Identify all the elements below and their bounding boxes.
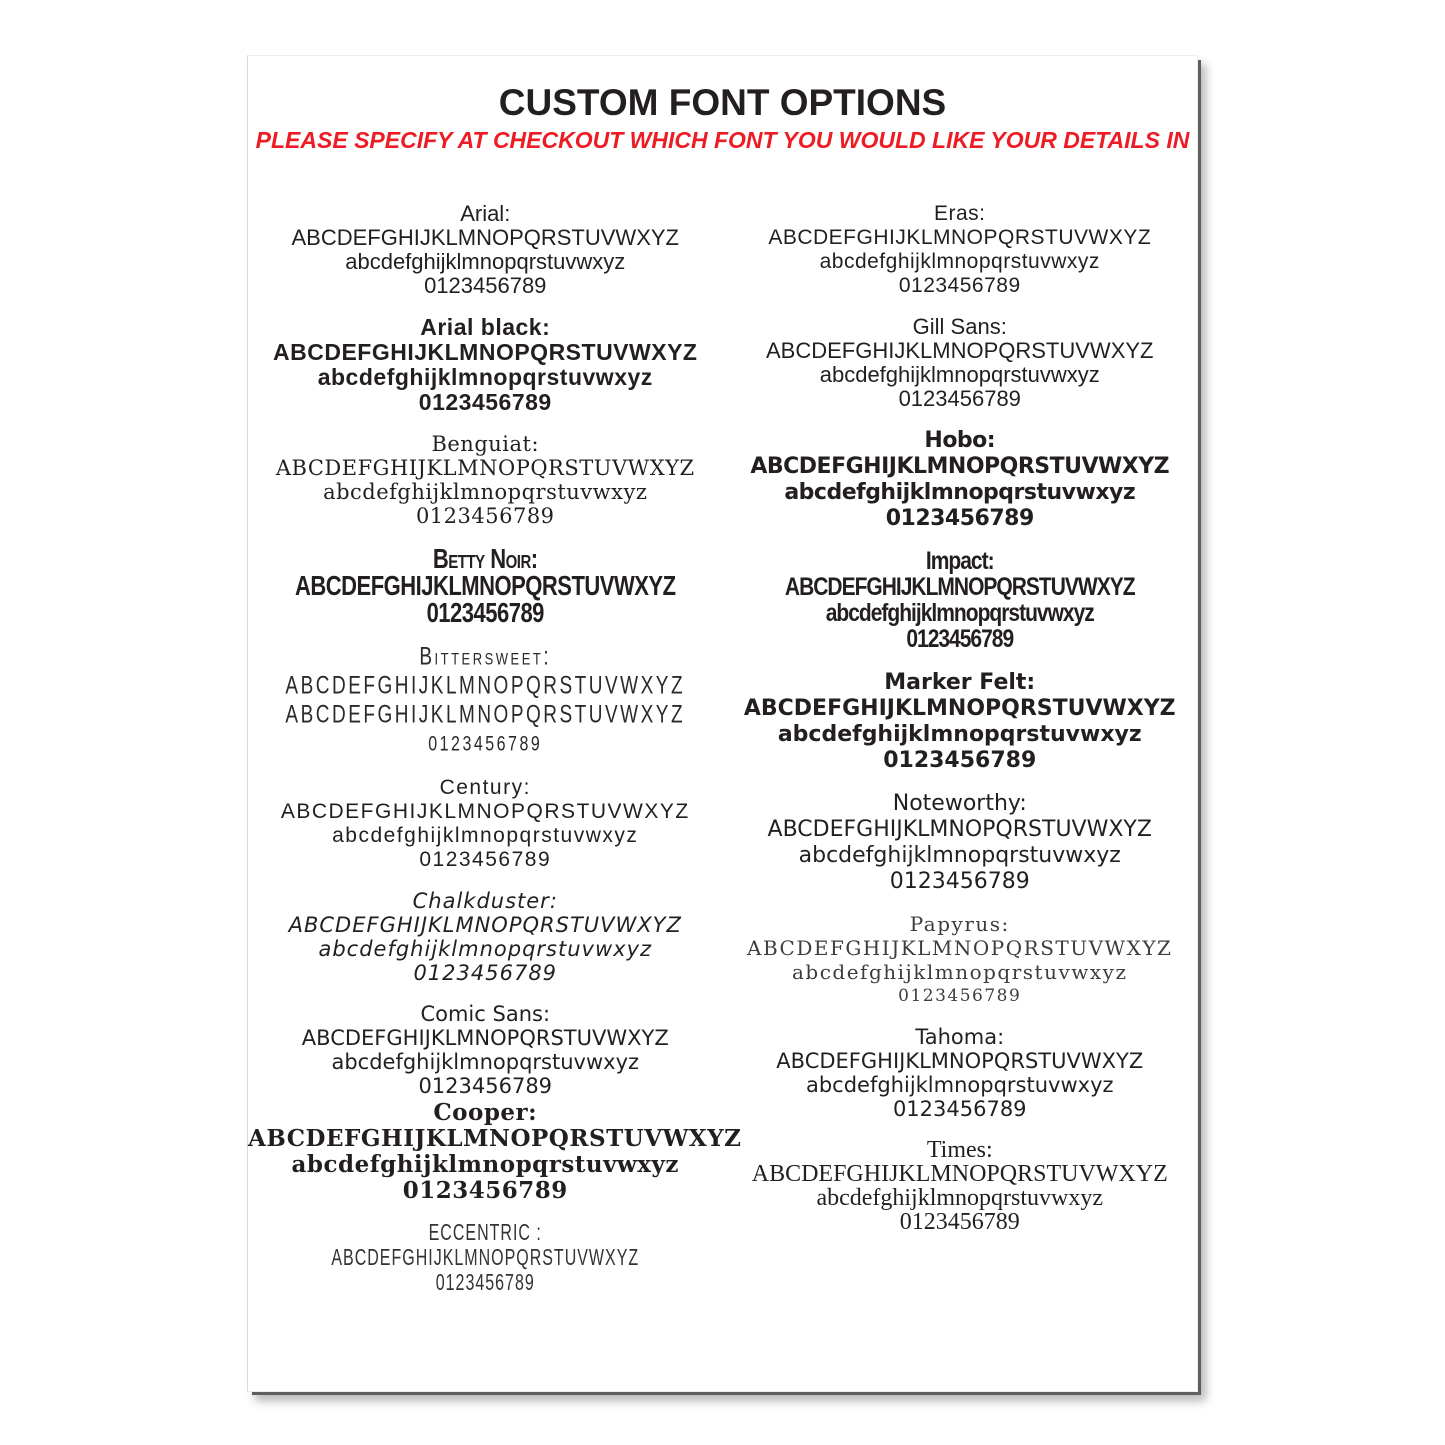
font-specimen-line: ABCDEFGHIJKLMNOPQRSTUVWXYZ: [766, 338, 1154, 363]
font-specimen-line: 0123456789: [419, 848, 552, 871]
font-specimen-line: 0123456789: [899, 1209, 1020, 1235]
font-label-benguiat: Benguiat:: [431, 432, 540, 456]
font-sample-eccentric: [248, 1221, 723, 1296]
font-label-gill-sans: Gill Sans:: [912, 314, 1007, 339]
font-specimen-line: abcdefghijklmnopqrstuvwxyz: [345, 249, 626, 274]
font-specimen-line: abcdefghijklmnopqrstuvwxyz: [816, 1185, 1104, 1211]
font-sample-hobo: [723, 428, 1198, 532]
font-specimen-line: 0123456789: [898, 386, 1021, 411]
font-sample-bittersweet: [248, 643, 723, 759]
font-label-arial-black: Arial black:: [420, 314, 551, 340]
font-label-eras: Eras:: [933, 202, 986, 225]
font-sample-noteworthy: [723, 791, 1198, 895]
font-specimen-line: ABCDEFGHIJKLMNOPQRSTUVWXYZ: [273, 339, 698, 365]
font-sample-papyrus: [723, 912, 1198, 1008]
font-label-century: Century:: [439, 776, 531, 799]
font-specimen-line: 0123456789: [402, 1177, 568, 1204]
font-sample-chalkduster: [248, 889, 723, 985]
font-label-marker-felt: Marker Felt:: [884, 670, 1036, 695]
font-specimen-line: 0123456789: [424, 273, 547, 298]
page-subtitle: PLEASE SPECIFY AT CHECKOUT WHICH FONT YOU WOULD LIKE YOUR DETAILS IN: [255, 127, 1190, 153]
font-specimen-line: ABCDEFGHIJKLMNOPQRSTUVWXYZ: [291, 225, 679, 250]
font-label-hobo: Hobo:: [924, 428, 996, 453]
font-specimen-line: abcdefghijklmnopqrstuvwxyz: [819, 362, 1100, 387]
font-specimen-line: ABCDEFGHIJKLMNOPQRSTUVWXYZ: [776, 1049, 1144, 1073]
font-specimen-line: ABCDEFGHIJKLMNOPQRSTUVWXYZ: [331, 1246, 640, 1271]
font-specimen-line: ABCDEFGHIJKLMNOPQRSTUVWXYZ: [768, 226, 1152, 249]
font-label-cooper: Cooper:: [433, 1099, 538, 1126]
font-specimen-line: 0123456789: [885, 506, 1034, 531]
font-specimen-line: abcdefghijklmnopqrstuvwxyz: [819, 250, 1100, 273]
font-sample-comic-sans: [248, 1002, 723, 1098]
font-specimen-line: abcdefghijklmnopqrstuvwxyz: [825, 599, 1094, 628]
font-sample-impact: [723, 549, 1198, 653]
font-specimen-line: ABCDEFGHIJKLMNOPQRSTUVWXYZ: [288, 913, 682, 937]
column-right: [723, 202, 1198, 1251]
font-sample-eras: [723, 202, 1198, 298]
font-label-times: Times:: [926, 1137, 993, 1163]
font-sample-arial: [248, 202, 723, 298]
font-sample-benguiat: [248, 432, 723, 528]
font-specimen-line: 0123456789: [413, 961, 558, 985]
font-specimen-line: abcdefghijklmnopqrstuvwxyz: [805, 1073, 1114, 1097]
font-specimen-line: ABCDEFGHIJKLMNOPQRSTUVWXYZ: [784, 573, 1135, 602]
font-specimen-line: abcdefghijklmnopqrstuvwxyz: [332, 824, 639, 847]
font-specimen-line: abcdefghijklmnopqrstuvwxyz: [777, 722, 1142, 747]
font-specimen-line: ABCDEFGHIJKLMNOPQRSTUVWXYZ: [767, 817, 1152, 842]
font-specimen-line: ABCDEFGHIJKLMNOPQRSTUVWXYZ: [285, 672, 686, 701]
font-specimen-line: ABCDEFGHIJKLMNOPQRSTUVWXYZ: [275, 456, 695, 480]
font-specimen-line: 0123456789: [892, 1097, 1027, 1121]
font-specimen-line: abcdefghijklmnopqrstuvwxyz: [784, 480, 1136, 505]
font-specimen-line: 0123456789: [418, 1074, 553, 1098]
font-specimen-line: ABCDEFGHIJKLMNOPQRSTUVWXYZ: [294, 569, 676, 602]
font-specimen-line: 0123456789: [435, 1271, 535, 1296]
font-specimen-line: 0123456789: [426, 596, 544, 629]
page-title: CUSTOM FONT OPTIONS: [498, 82, 947, 123]
font-specimen-line: ABCDEFGHIJKLMNOPQRSTUVWXYZ: [280, 800, 690, 823]
font-label-chalkduster: Chalkduster:: [412, 889, 558, 913]
font-label-eccentric: ECCENTRIC :: [428, 1221, 542, 1246]
font-sample-century: [248, 776, 723, 872]
font-label-impact: Impact:: [925, 547, 994, 576]
font-label-betty-noir: Betty Noir:: [432, 542, 538, 575]
font-specimen-line: 0123456789: [889, 869, 1030, 894]
font-specimen-line: ABCDEFGHIJKLMNOPQRSTUVWXYZ: [743, 696, 1176, 721]
font-label-noteworthy: Noteworthy:: [892, 791, 1027, 816]
font-specimen-line: 0123456789: [898, 986, 1022, 1006]
font-sample-cooper: [248, 1099, 742, 1204]
font-specimen-line: abcdefghijklmnopqrstuvwxyz: [331, 1050, 640, 1074]
font-specimen-line: 0123456789: [906, 625, 1014, 654]
font-label-papyrus: Papyrus:: [909, 912, 1010, 936]
font-specimen-line: abcdefghijklmnopqrstuvwxyz: [323, 480, 648, 504]
font-sample-times: [723, 1138, 1198, 1234]
font-specimen-line: ABCDEFGHIJKLMNOPQRSTUVWXYZ: [285, 701, 686, 730]
font-specimen-line: ABCDEFGHIJKLMNOPQRSTUVWXYZ: [750, 454, 1170, 479]
font-specimen-line: abcdefghijklmnopqrstuvwxyz: [798, 843, 1121, 868]
font-specimen-line: abcdefghijklmnopqrstuvwxyz: [318, 937, 653, 961]
font-specimen-line: 0123456789: [428, 733, 543, 756]
font-specimen-line: 0123456789: [418, 389, 552, 415]
font-sample-arial-black: [248, 315, 723, 415]
font-specimen-line: 0123456789: [415, 504, 555, 528]
font-sample-betty-noir: [248, 542, 723, 629]
font-label-arial: Arial:: [460, 201, 511, 226]
font-specimen-line: abcdefghijklmnopqrstuvwxyz: [791, 960, 1128, 984]
font-columns: [248, 202, 1197, 1313]
font-specimen-line: abcdefghijklmnopqrstuvwxyz: [291, 1151, 679, 1178]
column-left: [248, 201, 742, 1313]
font-specimen-line: ABCDEFGHIJKLMNOPQRSTUVWXYZ: [248, 1125, 742, 1152]
font-specimen-line: abcdefghijklmnopqrstuvwxyz: [317, 364, 653, 390]
font-label-tahoma: Tahoma:: [915, 1025, 1005, 1049]
document-page: [247, 55, 1198, 1392]
font-specimen-line: 0123456789: [898, 274, 1021, 297]
font-sample-marker-felt: [723, 670, 1198, 774]
font-sample-tahoma: [723, 1025, 1198, 1121]
font-sample-gill-sans: [723, 315, 1198, 411]
font-specimen-line: ABCDEFGHIJKLMNOPQRSTUVWXYZ: [301, 1026, 669, 1050]
font-label-bittersweet: Bittersweet:: [419, 643, 552, 672]
font-specimen-line: 0123456789: [883, 748, 1037, 773]
font-label-comic-sans: Comic Sans:: [420, 1002, 551, 1026]
font-specimen-line: ABCDEFGHIJKLMNOPQRSTUVWXYZ: [747, 936, 1173, 960]
font-specimen-line: ABCDEFGHIJKLMNOPQRSTUVWXYZ: [751, 1161, 1168, 1187]
